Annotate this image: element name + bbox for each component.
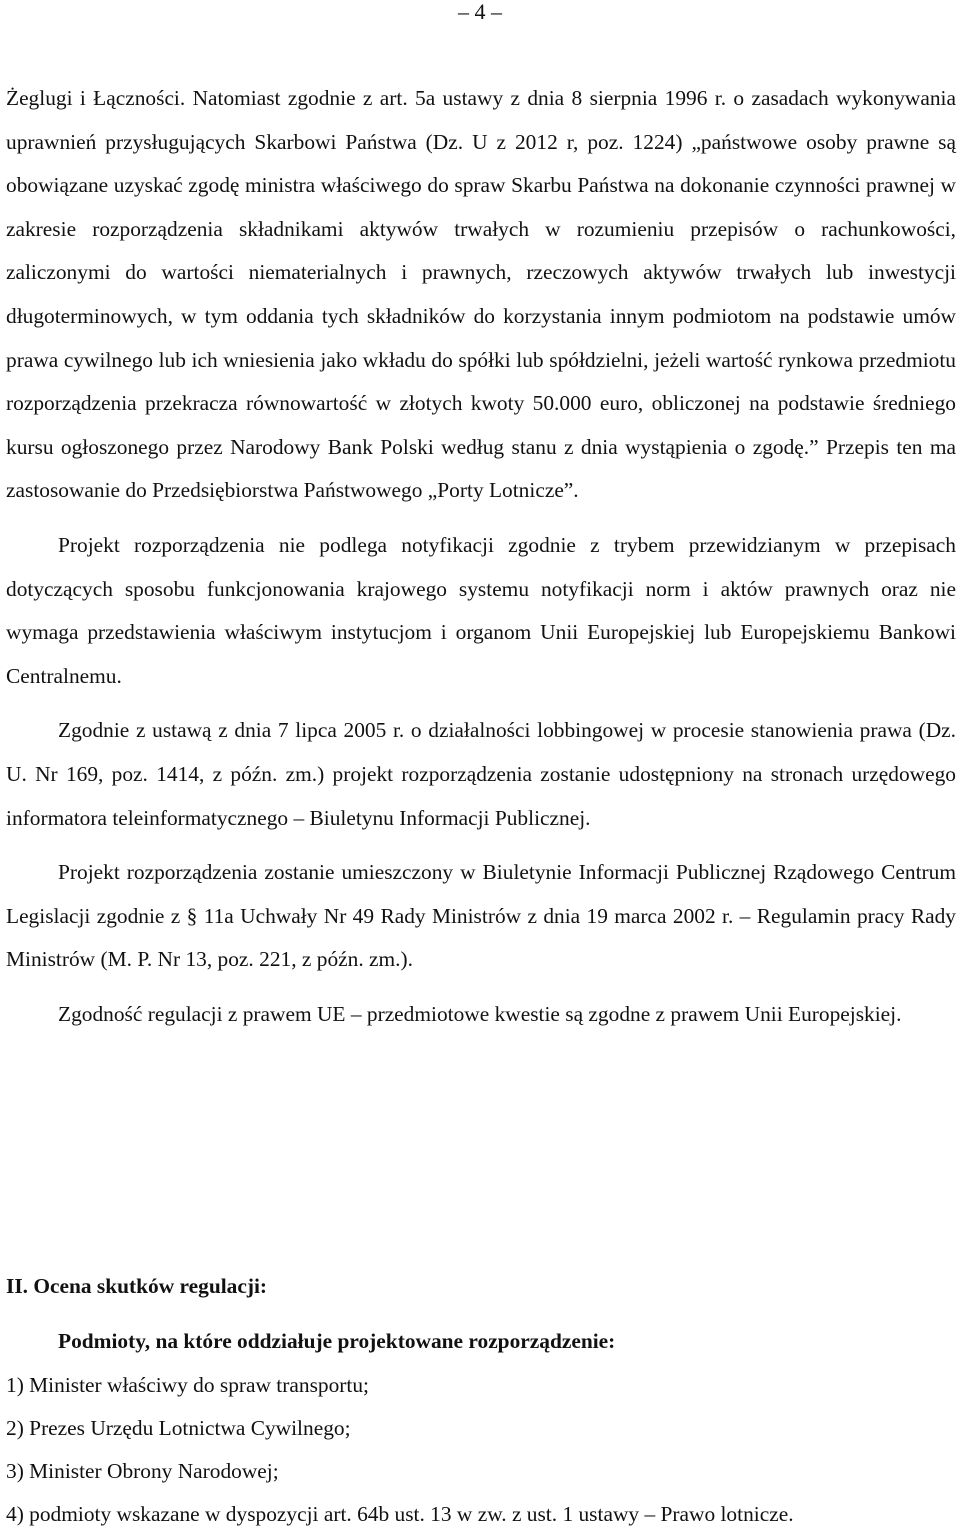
list-item: 2) Prezes Urzędu Lotnictwa Cywilnego; [6,1416,351,1440]
body-text [6,77,956,1036]
paragraph-notification: Projekt rozporządzenia nie podlega notyfikacji zgodnie z trybem przewidzianym w przepisach dotyczących sposobu funkcjonowania krajowego systemu notyfikacji norm i aktów prawnych oraz nie wymaga przedstawienia właściwym instytucjom i organom Unii Europejskiej lub Europejskiemu Bankowi Centralnemu. [6,532,956,688]
paragraph-lobbying: Zgodnie z ustawą z dnia 7 lipca 2005 r. o działalności lobbingowej w procesie stanowienia prawa (Dz. U. Nr 169, poz. 1414, z późn. zm.) projekt rozporządzenia zostanie udostępniony na stronach urzędowego informatora teleinformatycznego – Biuletynu Informacji Publicznej. [6,718,956,830]
section-heading: II. Ocena skutków regulacji: [6,1274,268,1298]
subheading: Podmioty, na które oddziałuje projektowane rozporządzenie: [58,1329,616,1353]
paragraph-bip: Projekt rozporządzenia zostanie umieszczony w Biuletynie Informacji Publicznej Rządowego Centrum Legislacji zgodnie z § 11a Uchwały Nr 49 Rady Ministrów z dnia 19 marca 2002 r. – Regulamin pracy Rady Ministrów (M. P. Nr 13, poz. 221, z późn. zm.). [6,860,956,972]
list-item: 3) Minister Obrony Narodowej; [6,1459,279,1483]
list-item: 4) podmioty wskazane w dyspozycji art. 64b ust. 13 w zw. z ust. 1 ustawy – Prawo lotnicze. [6,1502,794,1526]
list-item: 1) Minister właściwy do spraw transportu; [6,1373,369,1397]
paragraph-eu-compliance: Zgodność regulacji z prawem UE – przedmiotowe kwestie są zgodne z prawem Unii Europejskiej. [58,1001,902,1026]
page-number: – 4 – [458,0,502,24]
paragraph-art-5a: Żeglugi i Łączności. Natomiast zgodnie z art. 5a ustawy z dnia 8 sierpnia 1996 r. o zasadach wykonywania uprawnień przysługujących Skarbowi Państwa (Dz. U z 2012 r, poz. 1224) „państwowe osoby prawne są obowiązane uzyskać zgodę ministra właściwego do spraw Skarbu Państwa na dokonanie czynności prawnej w zakresie rozporządzenia składnikami aktywów trwałych w rozumieniu przepisów o rachunkowości, zaliczonymi do wartości niematerialnych i prawnych, rzeczowych aktywów trwałych lub inwestycji długoterminowych, w tym oddania tych składników do korzystania innym podmiotom na podstawie umów prawa cywilnego lub ich wniesienia jako wkładu do spółki lub spółdzielni, jeżeli wartość rynkowa przedmiotu rozporządzenia przekracza równowartość w złotych kwoty 50.000 euro, obliczonej na podstawie średniego kursu ogłoszonego przez Narodowy Bank Polski według stanu z dnia wystąpienia o zgodę.” Przepis ten ma zastosowanie do Przedsiębiorstwa Państwowego „Porty Lotnicze”. [6,86,956,503]
affected-entities-list [6,1364,956,1536]
